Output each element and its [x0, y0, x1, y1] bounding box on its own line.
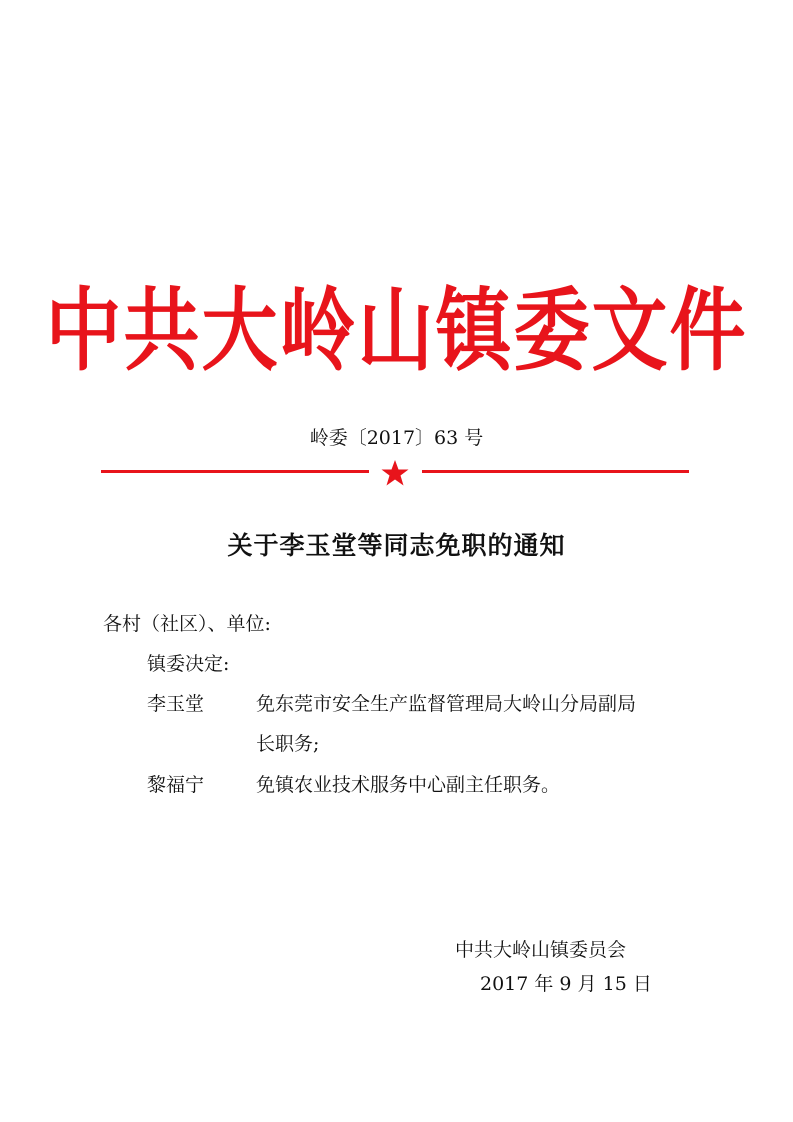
- red-divider-right: [422, 470, 689, 473]
- star-icon: [380, 459, 410, 487]
- star-shape: [382, 460, 409, 486]
- document-title: 关于李玉堂等同志免职的通知: [227, 531, 566, 560]
- person-name: 黎福宁: [147, 774, 205, 796]
- red-divider-left: [101, 470, 369, 473]
- person-name: 李玉堂: [147, 693, 205, 715]
- salutation: 各村（社区）、单位:: [103, 613, 271, 635]
- duty-text: 免东莞市安全生产监督管理局大岭山分局副局: [256, 693, 637, 715]
- issuing-organization: 中共大岭山镇委员会: [455, 939, 627, 961]
- duty-text-continued: 长职务;: [256, 733, 320, 755]
- document-masthead: 中共大岭山镇委文件: [45, 277, 748, 383]
- document-number: 岭委〔2017〕63 号: [309, 427, 484, 449]
- issue-date: 2017 年 9 月 15 日: [480, 973, 652, 995]
- decision-intro: 镇委决定:: [147, 653, 230, 675]
- duty-text: 免镇农业技术服务中心副主任职务。: [256, 774, 561, 796]
